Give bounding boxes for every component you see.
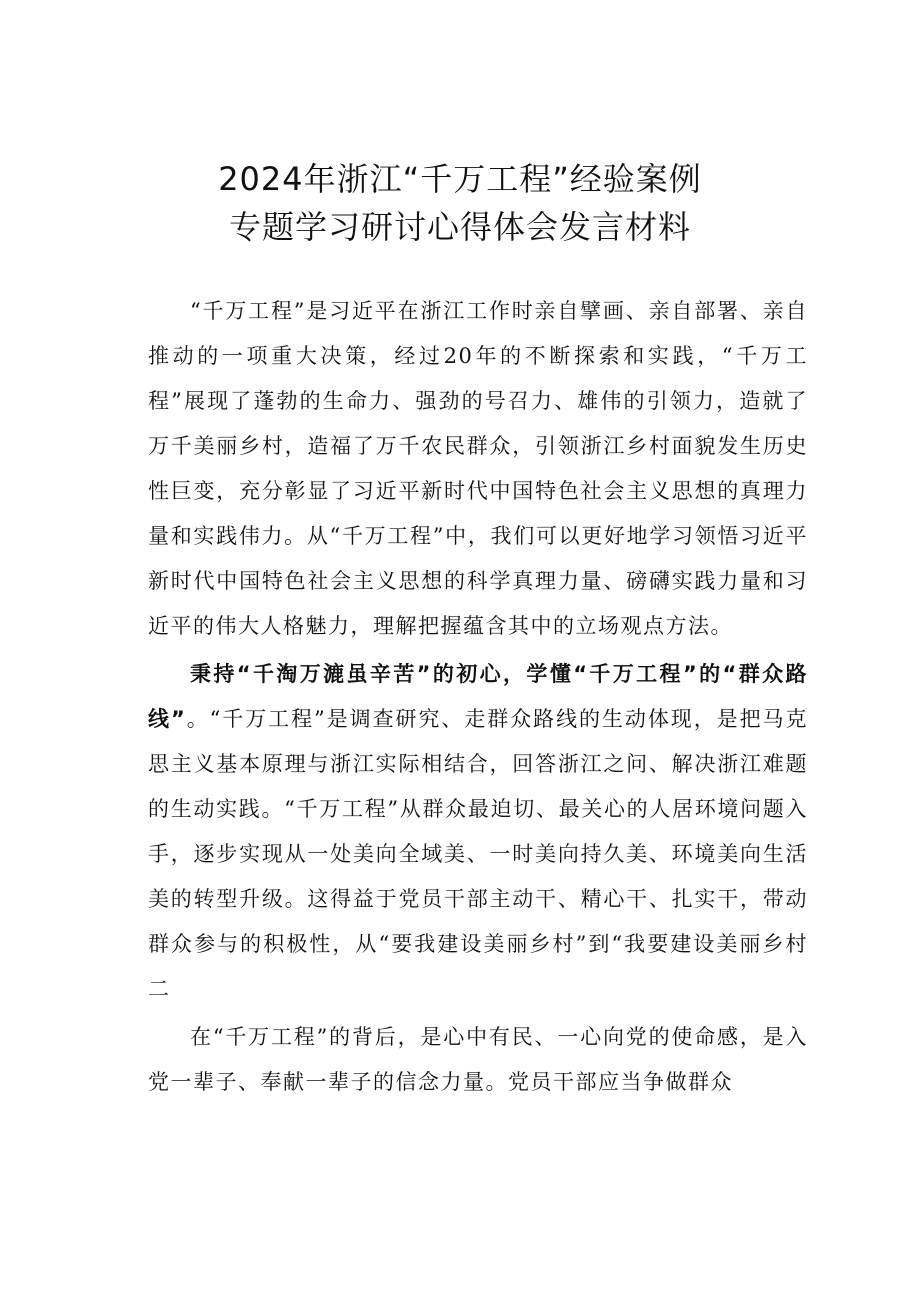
paragraph-2-text: 。“千万工程”是调查研究、走群众路线的生动体现，是把马克思主义基本原理与浙江实际相结合，回答浙江之问、解决浙江难题的生动实践。“千万工程”从群众最迫切、最关心的人居环境问题入手，逐步实现从一处美向全域美、一时美向持久美、环境美向生活美的转型升级。这得益于党员干部主动干、精心干、扎实干，带动群众参与的积极性，从“要我建设美丽乡村”到“我要建设美丽乡村二	[148, 707, 808, 1001]
paragraph-2-heading: 秉持“千淘万漉虽辛苦”的初心，学懂“千万工程”的“群众路线”	[148, 662, 808, 731]
paragraph-2	[148, 652, 808, 1012]
paragraph-1-text: “千万工程”是习近平在浙江工作时亲自擘画、亲自部署、亲自推动的一项重大决策，经过20年的不断探索和实践，“千万工程”展现了蓬勃的生命力、强劲的号召力、雄伟的引领力，造就了万千美丽乡村，造福了万千农民群众，引领浙江乡村面貌发生历史性巨变，充分彰显了习近平新时代中国特色社会主义思想的真理力量和实践伟力。从“千万工程”中，我们可以更好地学习领悟习近平新时代中国特色社会主义思想的科学真理力量、磅礴实践力量和习近平的伟大人格魅力，理解把握蕴含其中的立场观点方法。	[148, 299, 808, 638]
paragraph-3-text: 在“千万工程”的背后，是心中有民、一心向党的使命感，是入党一辈子、奉献一辈子的信念力量。党员干部应当争做群众	[148, 1025, 808, 1094]
title-line-2: 专题学习研讨心得体会发言材料	[228, 208, 691, 246]
paragraph-3	[148, 1015, 808, 1105]
title-line-1: 2024年浙江“千万工程”经验案例	[218, 160, 702, 198]
document-body	[148, 289, 808, 1108]
paragraph-1	[148, 289, 808, 649]
document-title	[0, 155, 920, 251]
